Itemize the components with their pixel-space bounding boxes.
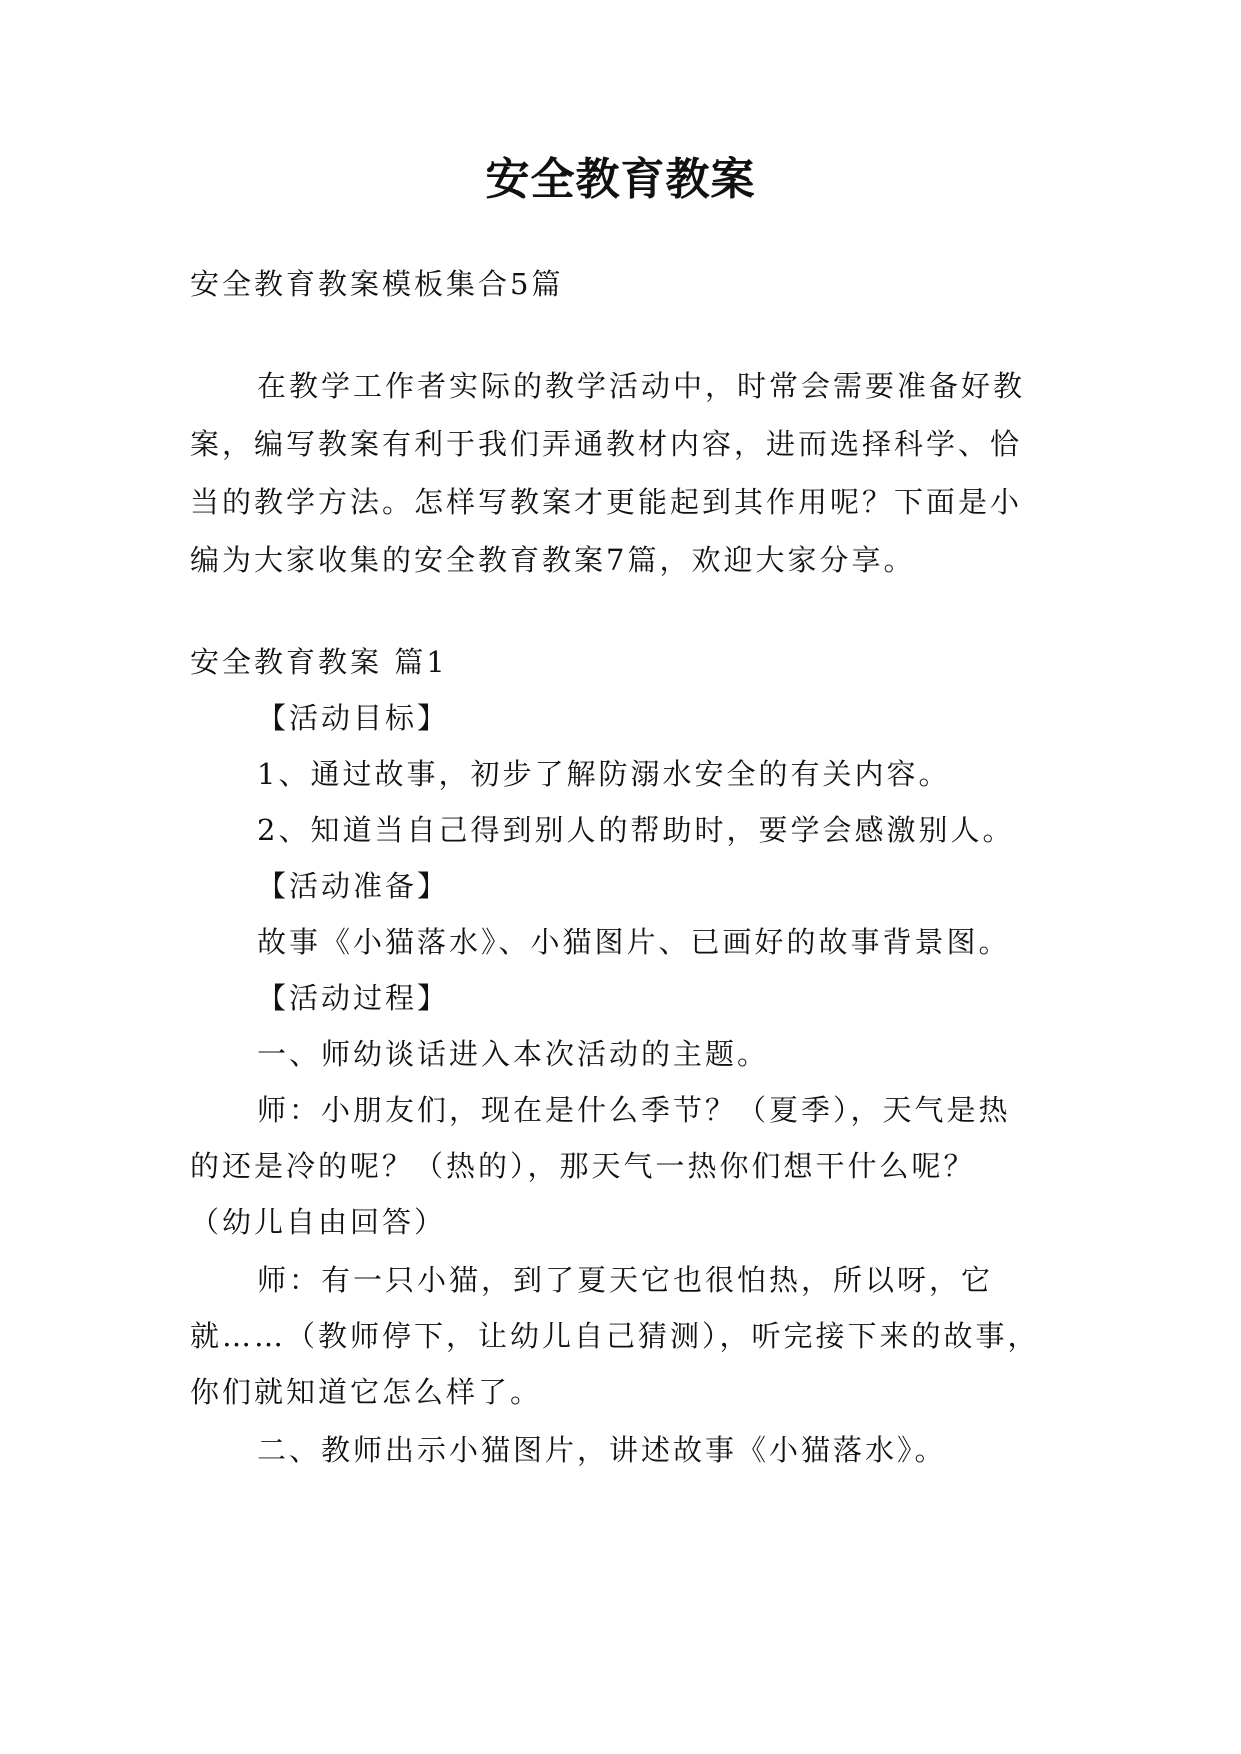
activity-prep-heading: 【活动准备】 — [257, 869, 450, 903]
process-text: 师：有一只小猫，到了夏天它也很怕热，所以呀，它 — [257, 1263, 994, 1297]
intro-line: 案，编写教案有利于我们弄通教材内容，进而选择科学、恰 — [190, 427, 1023, 461]
process-text: 的还是冷的呢？（热的），那天气一热你们想干什么呢？ — [190, 1149, 976, 1183]
activity-process-heading: 【活动过程】 — [257, 981, 450, 1015]
process-step: 二、教师出示小猫图片，讲述故事《小猫落水》。 — [257, 1433, 947, 1467]
process-step: 一、师幼谈话进入本次活动的主题。 — [257, 1037, 770, 1071]
process-text: （幼儿自由回答） — [190, 1205, 447, 1239]
intro-line: 在教学工作者实际的教学活动中，时常会需要准备好教 — [257, 369, 1026, 403]
process-text: 你们就知道它怎么样了。 — [190, 1375, 543, 1409]
process-text: 师：小朋友们，现在是什么季节？（夏季），天气是热 — [257, 1093, 1011, 1127]
intro-line: 当的教学方法。怎样写教案才更能起到其作用呢？下面是小 — [190, 485, 1023, 519]
prep-item: 故事《小猫落水》、小猫图片、已画好的故事背景图。 — [257, 925, 1011, 959]
intro-line: 编为大家收集的安全教育教案7篇，欢迎大家分享。 — [190, 543, 916, 577]
activity-goal-heading: 【活动目标】 — [257, 701, 450, 735]
goal-item: 2、知道当自己得到别人的帮助时，要学会感激别人。 — [257, 813, 1015, 847]
document-subtitle: 安全教育教案模板集合5篇 — [190, 267, 564, 301]
process-text: 就……（教师停下，让幼儿自己猜测），听完接下来的故事， — [190, 1319, 1040, 1353]
goal-item: 1、通过故事，初步了解防溺水安全的有关内容。 — [257, 757, 951, 791]
document-title: 安全教育教案 — [485, 154, 756, 205]
section-heading: 安全教育教案 篇1 — [190, 645, 448, 679]
